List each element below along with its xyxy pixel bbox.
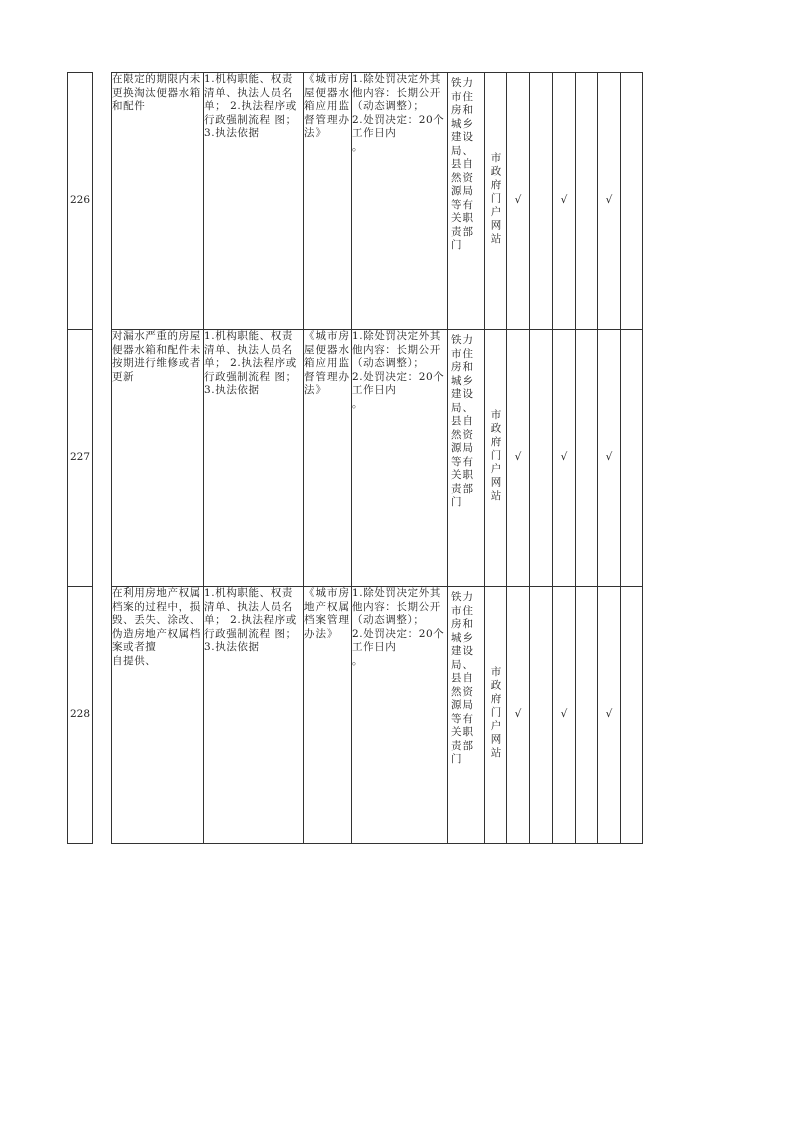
responsible-dept: 铁力市住房和城乡建设局、县自然资源局等有关职责部门 <box>448 330 485 587</box>
channel-text: 市政府门户网站 <box>489 408 502 503</box>
disclosure-time: 1.除处罚决定外其他内容：长期公开 （动态调整）； 2.处罚决定：20个工作日内 。 <box>352 73 448 330</box>
empty-cell <box>576 330 598 587</box>
disclosure-basis: 1.机构职能、权责清单、执法人员名单； 2.执法程序或行政强制流程 图； 3.执法依据 <box>204 587 304 844</box>
legal-basis: 《城市房地产权属档案管理办法》 <box>304 587 352 844</box>
disclosure-table <box>67 72 662 844</box>
disclosure-channel <box>485 330 507 587</box>
check-cell: √ <box>553 73 576 330</box>
check-cell: √ <box>598 330 621 587</box>
row-gap <box>93 73 112 330</box>
legal-basis: 《城市房屋便器水箱应用监督管理办法》 <box>304 73 352 330</box>
channel-text: 市政府门户网站 <box>489 151 502 246</box>
disclosure-basis: 1.机构职能、权责清单、执法人员名单； 2.执法程序或行政强制流程 图； 3.执法依据 <box>204 73 304 330</box>
disclosure-channel <box>485 73 507 330</box>
row-gap <box>93 330 112 587</box>
item-name: 在利用房地产权属档案的过程中，损毁、丢失、涂改、伪造房地产权属档案或者擅 自提供、 <box>112 587 204 844</box>
empty-cell <box>621 587 643 844</box>
check-cell: √ <box>553 587 576 844</box>
empty-cell <box>621 73 643 330</box>
disclosure-basis: 1.机构职能、权责清单、执法人员名单； 2.执法程序或行政强制流程 图； 3.执法依据 <box>204 330 304 587</box>
empty-cell <box>576 587 598 844</box>
row-gap <box>93 587 112 844</box>
empty-cell <box>621 330 643 587</box>
disclosure-time: 1.除处罚决定外其他内容：长期公开 （动态调整）； 2.处罚决定：20个工作日内 。 <box>352 330 448 587</box>
row-number: 226 <box>68 73 93 330</box>
check-cell: √ <box>598 73 621 330</box>
item-name: 对漏水严重的房屋便器水箱和配件未按期进行维修或者更新 <box>112 330 204 587</box>
empty-cell <box>530 330 553 587</box>
responsible-dept: 铁力市住房和城乡建设局、县自然资源局等有关职责部门 <box>448 73 485 330</box>
empty-cell <box>576 73 598 330</box>
item-name: 在限定的期限内未更换淘汰便器水箱和配件 <box>112 73 204 330</box>
disclosure-time: 1.除处罚决定外其他内容：长期公开 （动态调整）； 2.处罚决定：20个工作日内 。 <box>352 587 448 844</box>
check-cell: √ <box>598 587 621 844</box>
channel-text: 市政府门户网站 <box>489 665 502 760</box>
disclosure-channel <box>485 587 507 844</box>
empty-cell <box>530 587 553 844</box>
table-row <box>68 73 662 330</box>
legal-basis: 《城市房屋便器水箱应用监督管理办法》 <box>304 330 352 587</box>
table-row <box>68 587 662 844</box>
row-number: 227 <box>68 330 93 587</box>
check-cell: √ <box>507 587 530 844</box>
empty-cell <box>530 73 553 330</box>
row-number: 228 <box>68 587 93 844</box>
responsible-dept: 铁力市住房和城乡建设局、县自然资源局等有关职责部门 <box>448 587 485 844</box>
check-cell: √ <box>507 73 530 330</box>
check-cell: √ <box>553 330 576 587</box>
check-cell: √ <box>507 330 530 587</box>
table-row <box>68 330 662 587</box>
